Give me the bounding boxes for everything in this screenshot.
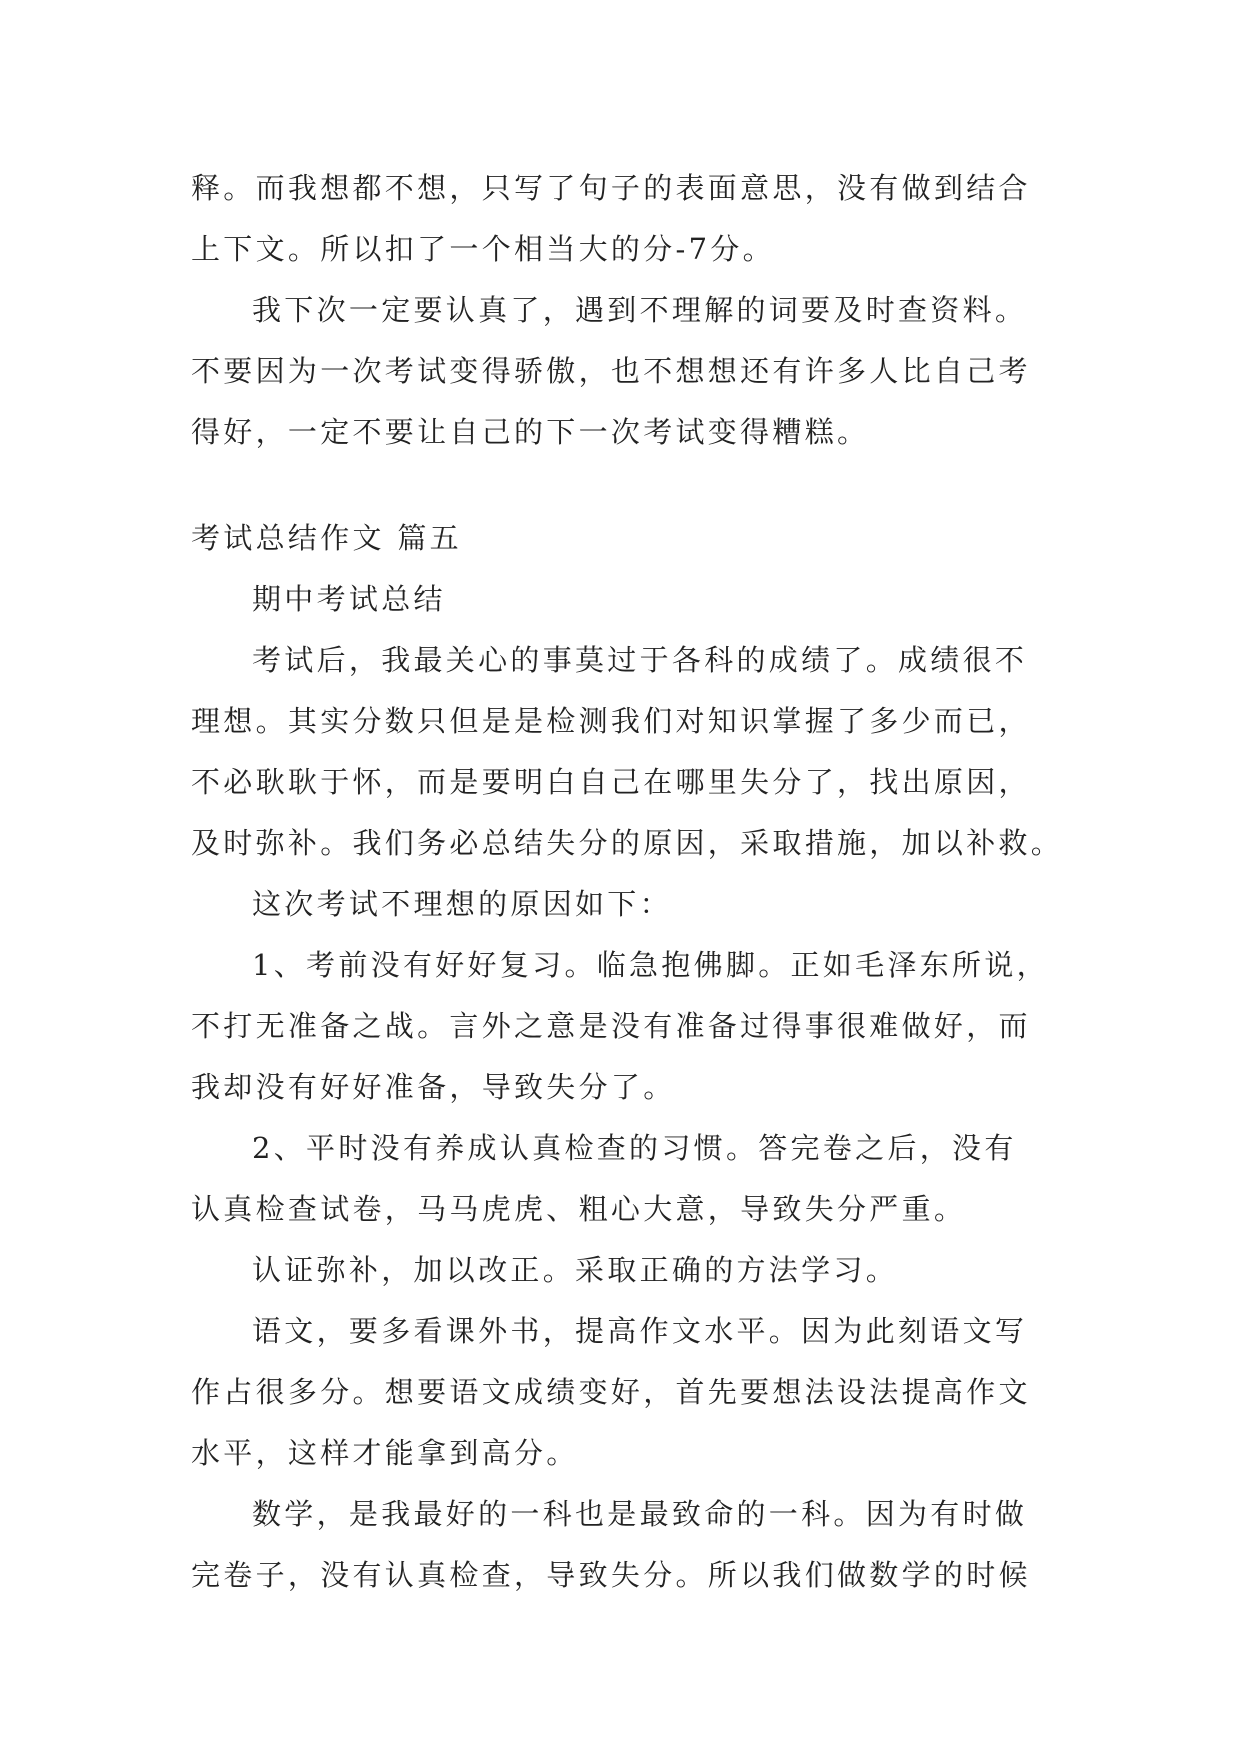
text-line: 认真检查试卷，马马虎虎、粗心大意，导致失分严重。 (191, 1192, 967, 1226)
text-line: 不必耿耿于怀，而是要明白自己在哪里失分了，找出原因， (191, 765, 1031, 799)
paragraph-first-line: 这次考试不理想的原因如下： (252, 887, 672, 921)
text-line: 上下文。所以扣了一个相当大的分-7分。 (191, 232, 775, 266)
text-line: 不打无准备之战。言外之意是没有准备过得事很难做好，而 (191, 1009, 1031, 1043)
text-line: 及时弥补。我们务必总结失分的原因，采取措施，加以补救。 (191, 826, 1064, 860)
list-item-first-line: 2、平时没有养成认真检查的习惯。答完卷之后，没有 (252, 1131, 1017, 1165)
paragraph-first-line: 考试后，我最关心的事莫过于各科的成绩了。成绩很不 (252, 643, 1028, 677)
paragraph-first-line: 认证弥补，加以改正。采取正确的方法学习。 (252, 1253, 899, 1287)
text-line: 我却没有好好准备，导致失分了。 (191, 1070, 676, 1104)
paragraph-first-line: 数学，是我最好的一科也是最致命的一科。因为有时做 (252, 1497, 1028, 1531)
text-line: 不要因为一次考试变得骄傲，也不想想还有许多人比自己考 (191, 354, 1031, 388)
section-subtitle: 期中考试总结 (252, 582, 446, 616)
list-item-first-line: 1、考前没有好好复习。临急抱佛脚。正如毛泽东所说， (252, 948, 1049, 982)
text-line: 释。而我想都不想，只写了句子的表面意思，没有做到结合 (191, 171, 1031, 205)
section-heading: 考试总结作文 篇五 (191, 521, 462, 555)
text-line: 水平，这样才能拿到高分。 (191, 1436, 579, 1470)
text-line: 作占很多分。想要语文成绩变好，首先要想法设法提高作文 (191, 1375, 1031, 1409)
text-line: 理想。其实分数只但是是检测我们对知识掌握了多少而已， (191, 704, 1031, 738)
paragraph-first-line: 我下次一定要认真了，遇到不理解的词要及时查资料。 (252, 293, 1028, 327)
text-line: 完卷子，没有认真检查，导致失分。所以我们做数学的时候 (191, 1558, 1031, 1592)
text-line: 得好，一定不要让自己的下一次考试变得糟糕。 (191, 415, 870, 449)
paragraph-first-line: 语文，要多看课外书，提高作文水平。因为此刻语文写 (252, 1314, 1028, 1348)
